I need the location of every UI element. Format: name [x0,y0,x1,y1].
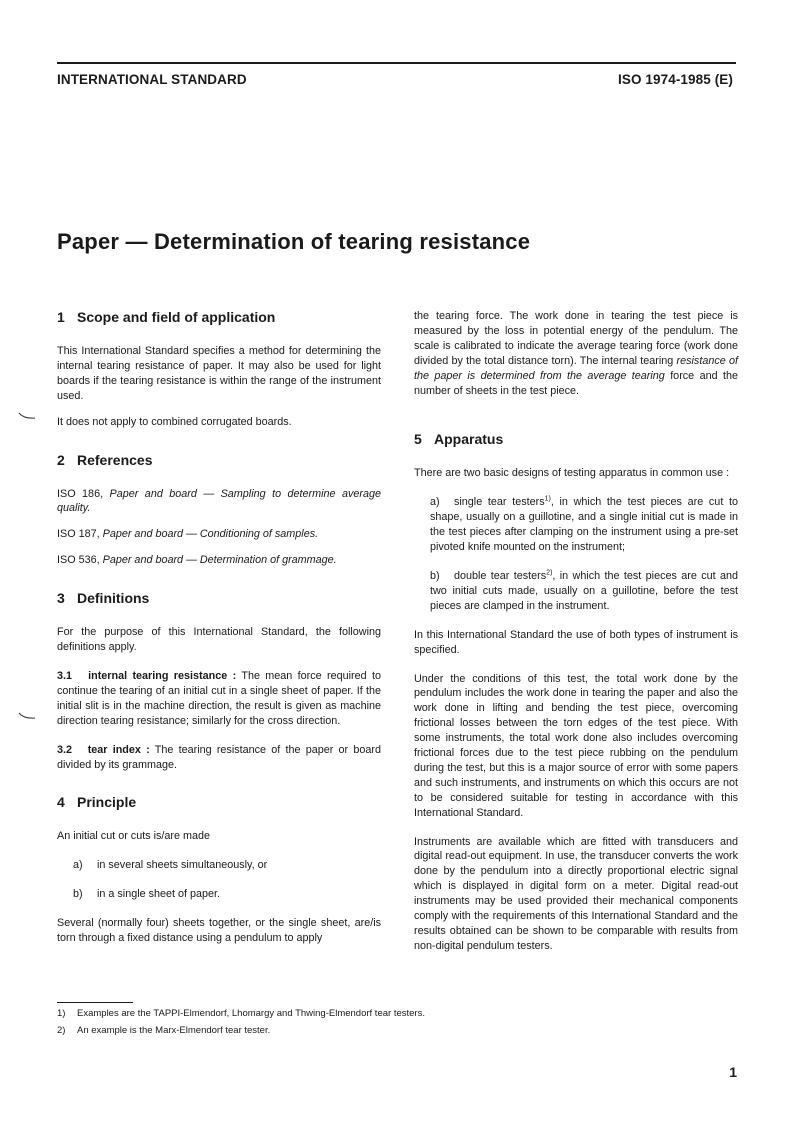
section-number: 1 [57,309,65,325]
section-title: Scope and field of application [77,309,276,325]
section-title: Apparatus [434,431,504,448]
apparatus-intro: There are two basic designs of testing apparatus in common use : [414,467,730,480]
section-1-heading [57,309,381,326]
definitions-intro: For the purpose of this International Standard, the following definitions apply. [57,626,381,654]
reference-item: ISO 187, Paper and board — Conditioning of samples. [57,528,319,541]
section-title: References [77,451,153,468]
section-title: Definitions [77,590,150,607]
section-4-heading [57,794,381,811]
reference-item: ISO 186, Paper and board — Sampling to determine average quality. [57,487,382,515]
section-5-heading [414,431,738,448]
apparatus-paragraph: In this International Standard the use of both types of instrument is specified. [414,628,738,656]
section-title: Principle [77,794,137,811]
scope-paragraph: This International Standard specifies a method for determining the internal tearing resistance of paper. It may also be used for light boards if the tearing resistance is within the range of the instrument used. [57,345,381,402]
footnote: 2) An example is the Marx-Elmendorf tear tester. [57,1025,271,1036]
section-number: 2 [57,451,65,468]
apparatus-paragraph: Under the conditions of this test, the total work done by the pendulum includes the work done in tearing the paper and also the work done in lifting and bending the test piece, overcoming frictional losses between the torn edges of the test piece. With some instruments, the total work done also includes overcoming frictional forces due to the test piece rubbing on the pendulum during the test, but this is a major source of error with some papers and such instruments, and instruments on which this occurs are not to be considered suitable for testing in accordance with this International Standard. [414,672,738,819]
list-item: a) in several sheets simultaneously, or [73,859,268,872]
page-number: 1 [729,1064,737,1080]
principle-intro: An initial cut or cuts is/are made [57,830,211,843]
apparatus-paragraph: Instruments are available which are fitted with transducers and digital read-out equipment. In use, the transducer converts the work done by the pendulum into a directly proportional electric signal which is displayed in digital form on a meter. Digital read-out instruments may be used provided their mechanical components comply with the requirements of this International Standard and the results obtained can be shown to be comparable with results from non-digital pendulum testers. [414,835,738,952]
section-number: 5 [414,431,422,448]
right-column [414,309,738,954]
footnote: 1) Examples are the TAPPI-Elmendorf, Lhomargy and Thwing-Elmendorf tear testers. [57,1008,425,1019]
header-document-number: ISO 1974-1985 (E) [617,72,733,87]
header-rule [57,62,736,64]
definition-3-2: 3.2 tear index : The tearing resistance of the paper or board divided by its grammage. [57,743,381,771]
section-number: 4 [57,794,65,811]
header-standard-label: INTERNATIONAL STANDARD [57,72,247,87]
scope-exclusion-paragraph: It does not apply to combined corrugated boards. [57,415,292,428]
footnote-rule [57,1002,133,1003]
page-title: Paper — Determination of tearing resistance [57,229,531,254]
principle-paragraph-start: Several (normally four) sheets together, or the single sheet, are/is torn through a fixed distance using a pendulum to apply [57,917,381,945]
principle-paragraph-continued: the tearing force. The work done in tearing the test piece is measured by the loss in potential energy of the pendulum. The scale is calibrated to indicate the average tearing force (work done divided by the total distance torn). The internal tearing resistance of the paper is determined from the average tearing force and the number of sheets in the test piece. [414,310,738,397]
margin-change-mark [18,712,36,720]
definition-3-1: 3.1 internal tearing resistance : The mean force required to continue the tearing of an initial cut in a single sheet of paper. If the initial slit is in the machine direction, the result is given as machine direction tearing resistance; similarly for the cross direction. [57,669,382,727]
section-3-heading [57,590,381,607]
section-number: 3 [57,590,65,607]
left-column [57,309,381,946]
section-2-heading [57,452,381,469]
margin-change-mark [18,412,36,420]
list-item: b) in a single sheet of paper. [73,888,221,901]
reference-item: ISO 536, Paper and board — Determination of grammage. [57,554,337,567]
apparatus-item-b: b) double tear testers$^{2)}$, in which the test pieces are cut and two initial cuts made, usually on a guillotine, before the test pieces are clamped in the instrument. [430,569,738,612]
apparatus-item-a: a) single tear testers$^{1)}$, in which the test pieces are cut to shape, usually on a guillotine, and a single initial cut is made in the test pieces after clamping on the instrument using a pre-set pivoted knife mounted on the instrument; [430,495,739,554]
